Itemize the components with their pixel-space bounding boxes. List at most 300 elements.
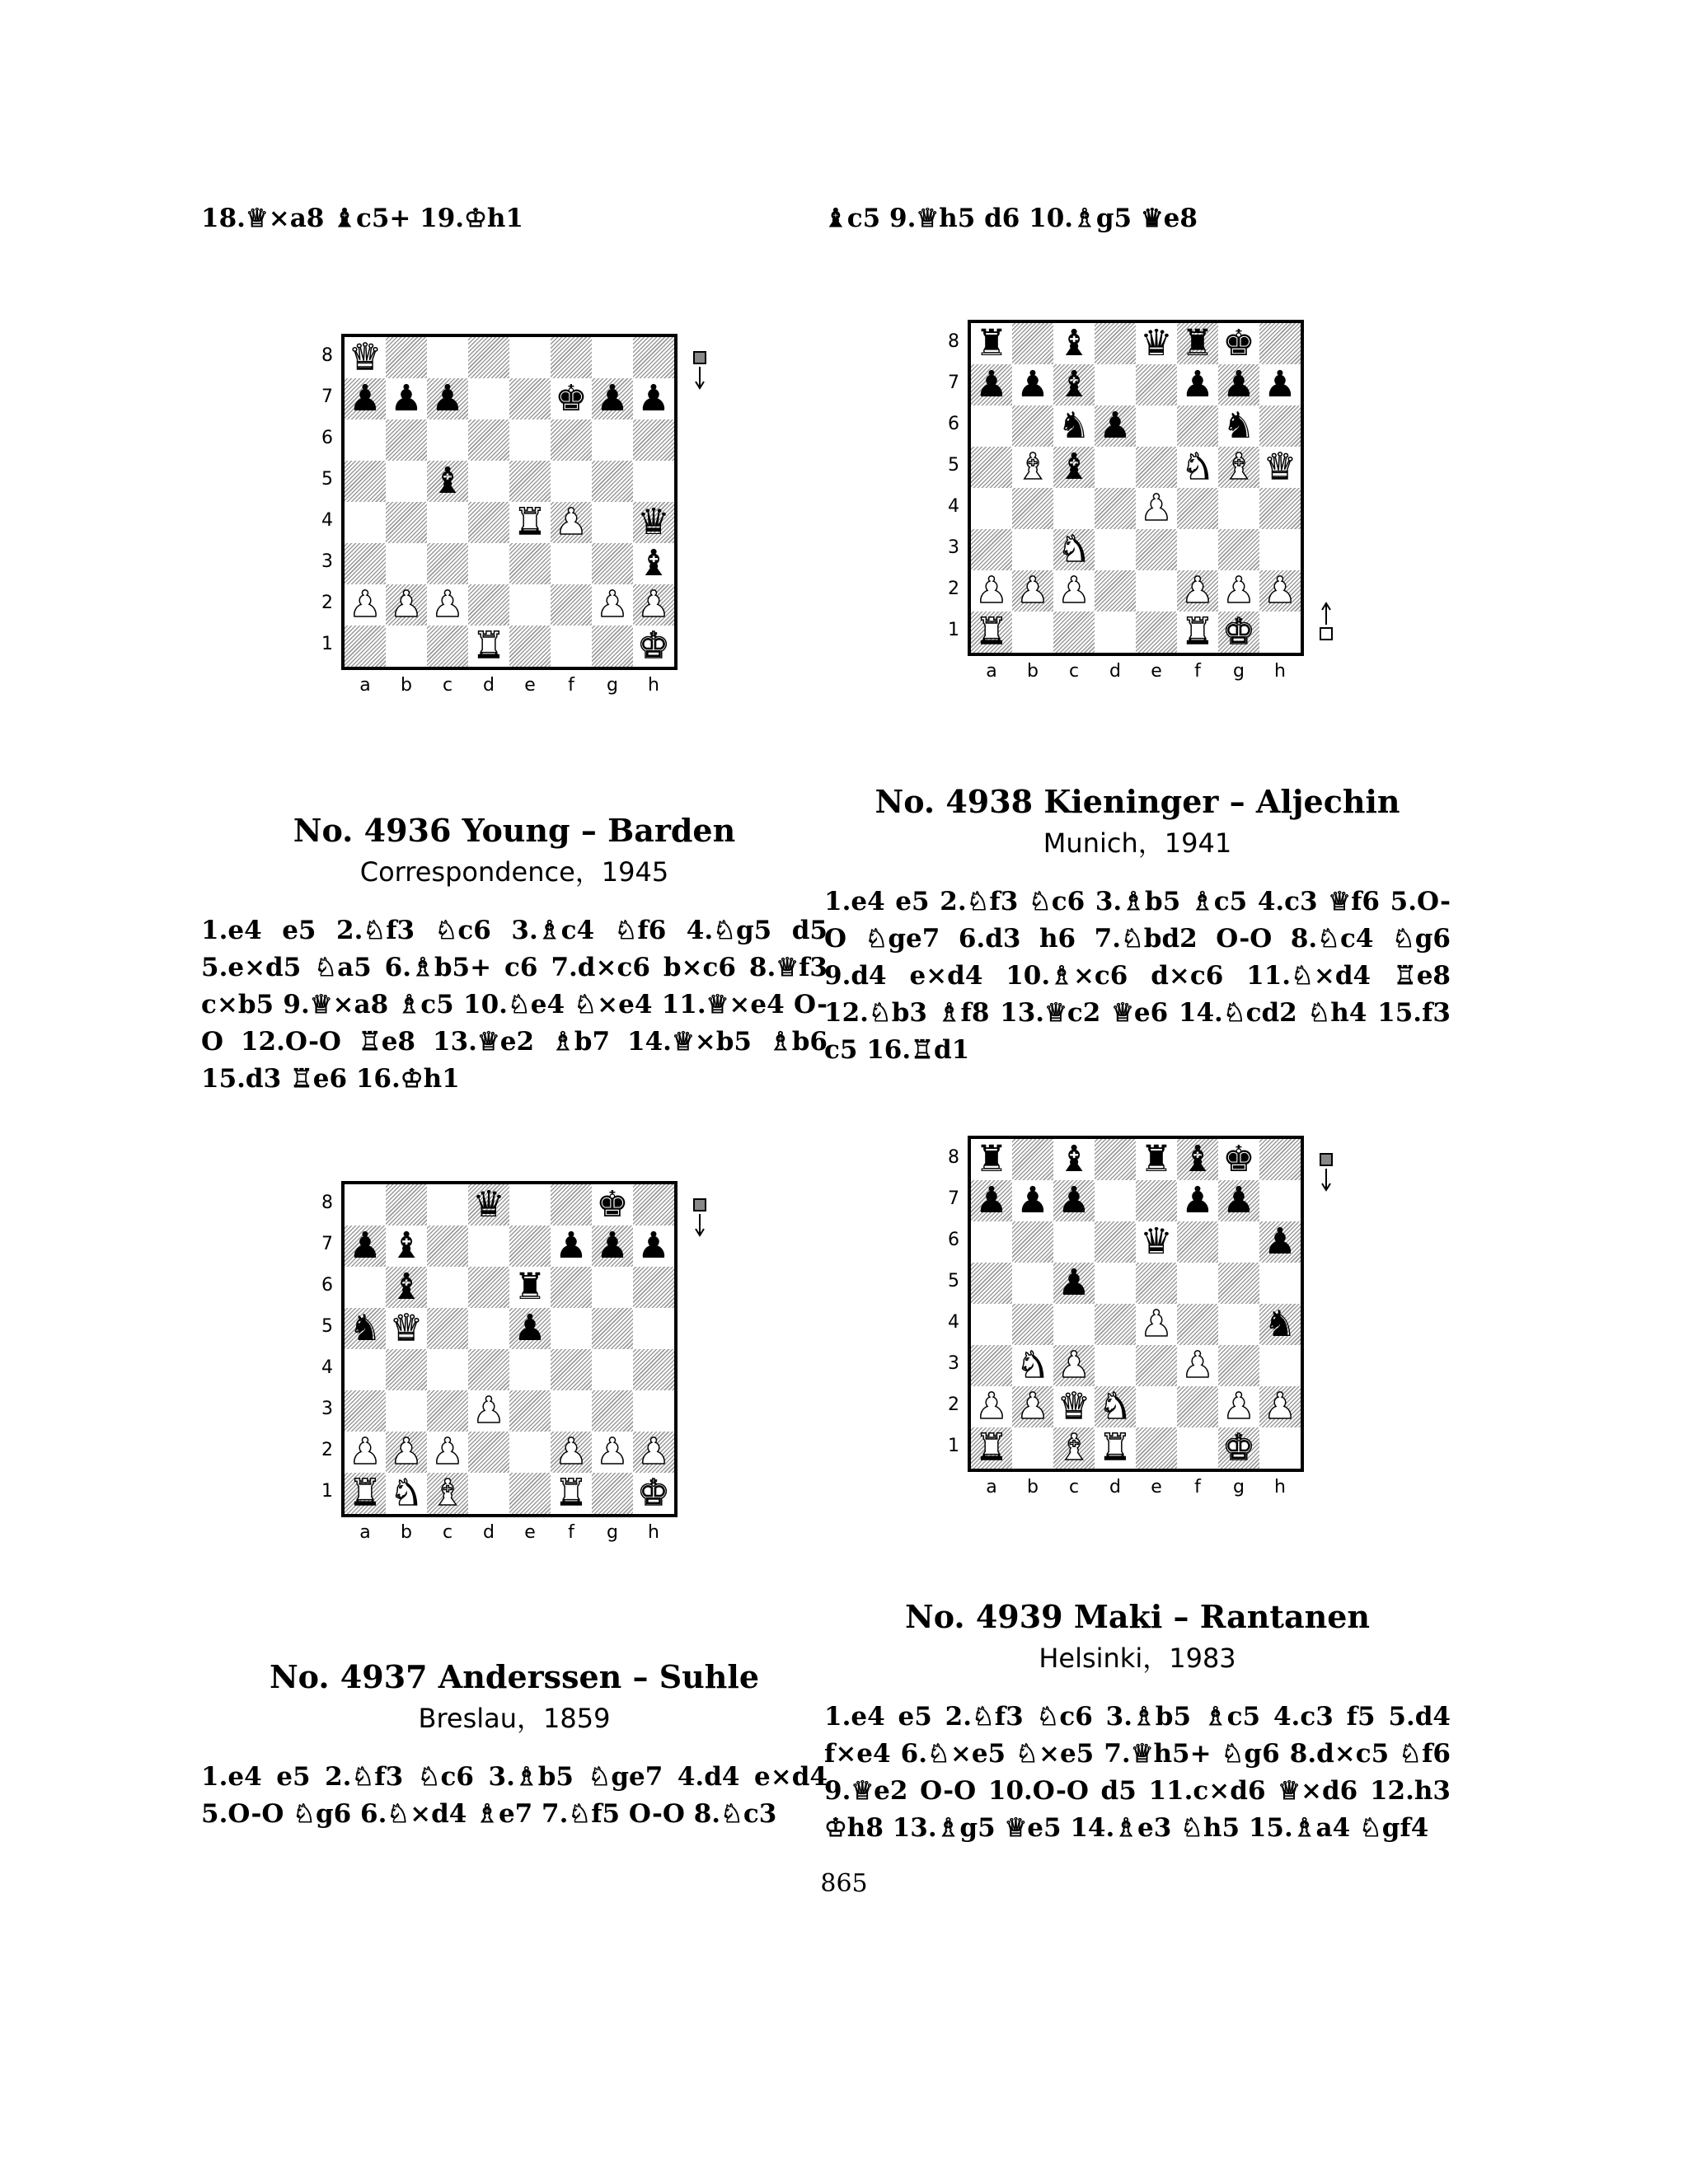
black-king-icon: ♚: [1222, 1138, 1255, 1180]
black-rook-icon: ♜: [975, 1138, 1008, 1180]
board-grid: [341, 1181, 678, 1517]
board-square: [468, 584, 509, 626]
black-to-move-icon: [1314, 1152, 1339, 1195]
black-king-icon: ♚: [555, 377, 588, 419]
black-queen-icon: ♛: [472, 1183, 505, 1226]
black-pawn-icon: ♟: [555, 1225, 588, 1267]
board-square: [1218, 488, 1259, 529]
white-king-icon: ♚: [1222, 611, 1255, 653]
file-label: h: [1274, 661, 1286, 682]
game-event: Correspondence，1945: [359, 856, 669, 888]
black-pawn-icon: ♟: [390, 377, 423, 419]
board-square: [509, 584, 551, 626]
rank-label: 7: [948, 1188, 959, 1209]
black-pawn-icon: ♟: [637, 1225, 670, 1267]
rank-label: 7: [948, 373, 959, 393]
board-square: [509, 337, 551, 378]
board-square: [592, 1432, 633, 1473]
board-square: [1012, 1180, 1053, 1221]
board-square: [386, 1184, 427, 1226]
board-square: [1177, 405, 1218, 447]
board-square: [1053, 1139, 1095, 1180]
white-bishop-icon: ♝: [1016, 446, 1049, 488]
board-square: [1053, 488, 1095, 529]
black-king-icon: ♚: [596, 1183, 629, 1226]
white-pawn-icon: ♟: [1057, 569, 1090, 612]
board-square: [1136, 1139, 1177, 1180]
board-square: [386, 626, 427, 667]
black-pawn-icon: ♟: [1099, 405, 1132, 447]
board-square: [971, 1221, 1012, 1263]
board-square: [592, 461, 633, 502]
board-square: [345, 584, 386, 626]
white-pawn-icon: ♟: [975, 1385, 1008, 1427]
board-square: [345, 1184, 386, 1226]
board-square: [1095, 1345, 1136, 1386]
black-pawn-icon: ♟: [1057, 1179, 1090, 1221]
board-square: [386, 1226, 427, 1267]
board-square: [1053, 1427, 1095, 1469]
board-square: [509, 543, 551, 584]
board-square: [427, 1226, 468, 1267]
white-king-icon: ♚: [637, 625, 670, 667]
board-square: [1095, 1180, 1136, 1221]
black-queen-icon: ♛: [637, 501, 670, 543]
board-square: [592, 502, 633, 543]
board-square: [971, 1427, 1012, 1469]
file-label: a: [986, 661, 997, 682]
black-bishop-icon: ♝: [390, 1266, 423, 1308]
board-square: [1218, 1386, 1259, 1427]
rank-label: 6: [948, 1230, 959, 1250]
board-square: [386, 378, 427, 419]
game-event: Munich，1941: [1043, 827, 1232, 859]
white-pawn-icon: ♟: [637, 583, 670, 626]
game-4938: [824, 780, 1451, 1069]
white-pawn-icon: ♟: [349, 1431, 382, 1473]
file-label: d: [483, 1522, 495, 1543]
board-square: [1259, 1180, 1301, 1221]
board-square: [1218, 405, 1259, 447]
board-square: [345, 378, 386, 419]
board-square: [1218, 1427, 1259, 1469]
file-label: c: [442, 1522, 453, 1543]
board-square: [386, 337, 427, 378]
board-square: [1259, 405, 1301, 447]
board-square: [427, 1308, 468, 1349]
rank-label: 3: [321, 551, 333, 572]
white-bishop-icon: ♝: [1222, 446, 1255, 488]
board-square: [633, 1390, 674, 1432]
board-square: [1259, 1221, 1301, 1263]
board-square: [468, 1308, 509, 1349]
white-pawn-icon: ♟: [1016, 569, 1049, 612]
page-number: 865: [820, 1869, 868, 1898]
board-square: [1177, 364, 1218, 405]
board-square: [509, 1390, 551, 1432]
board-square: [551, 419, 592, 461]
board-square: [427, 1349, 468, 1390]
board-square: [1053, 529, 1095, 570]
rank-label: 1: [948, 1436, 959, 1456]
board-square: [1095, 405, 1136, 447]
board-square: [592, 337, 633, 378]
black-pawn-icon: ♟: [1181, 1179, 1214, 1221]
black-bishop-icon: ♝: [1057, 446, 1090, 488]
board-square: [1136, 323, 1177, 364]
rank-label: 6: [948, 414, 959, 434]
board-square: [551, 1184, 592, 1226]
black-bishop-icon: ♝: [637, 542, 670, 584]
game-title: No. 4938 Kieninger – Aljechin: [874, 783, 1400, 820]
white-rook-icon: ♜: [555, 1472, 588, 1514]
board-square: [427, 1473, 468, 1514]
board-square: [633, 502, 674, 543]
board-square: [1218, 612, 1259, 653]
board-square: [386, 1267, 427, 1308]
board-square: [345, 1390, 386, 1432]
file-label: h: [648, 675, 659, 696]
board-square: [509, 378, 551, 419]
black-bishop-icon: ♝: [431, 460, 464, 502]
board-square: [345, 502, 386, 543]
board-square: [971, 529, 1012, 570]
board-square: [1053, 364, 1095, 405]
board-square: [971, 405, 1012, 447]
rank-label: 1: [321, 1481, 333, 1502]
rank-label: 1: [321, 634, 333, 654]
board-square: [468, 378, 509, 419]
black-pawn-icon: ♟: [1264, 1221, 1296, 1263]
rank-label: 2: [948, 579, 959, 599]
board-square: [1136, 364, 1177, 405]
board-square: [633, 419, 674, 461]
board-square: [468, 1349, 509, 1390]
board-square: [386, 1473, 427, 1514]
board-square: [1095, 488, 1136, 529]
board-square: [468, 1473, 509, 1514]
board-square: [1259, 612, 1301, 653]
top-left-continuation: 18.♕×a8 ♝c5+ 19.♔h1: [201, 204, 523, 233]
file-label: c: [1068, 661, 1080, 682]
board-square: [633, 584, 674, 626]
black-king-icon: ♚: [1222, 322, 1255, 364]
rank-label: 5: [948, 455, 959, 476]
board-square: [509, 1432, 551, 1473]
board-square: [1218, 1139, 1259, 1180]
board-square: [592, 419, 633, 461]
file-label: a: [986, 1477, 997, 1497]
board-square: [1053, 323, 1095, 364]
file-label: g: [1233, 661, 1245, 682]
board-square: [1136, 1221, 1177, 1263]
board-square: [1012, 323, 1053, 364]
white-rook-icon: ♜: [1181, 611, 1214, 653]
black-pawn-icon: ♟: [975, 363, 1008, 405]
board-square: [971, 488, 1012, 529]
board-square: [1095, 1386, 1136, 1427]
white-queen-icon: ♛: [1264, 446, 1296, 488]
board-square: [1012, 1427, 1053, 1469]
white-pawn-icon: ♟: [1181, 569, 1214, 612]
board-square: [633, 378, 674, 419]
board-square: [1095, 323, 1136, 364]
white-queen-icon: ♛: [349, 336, 382, 378]
board-grid: [968, 320, 1304, 656]
board-square: [1177, 1221, 1218, 1263]
black-pawn-icon: ♟: [975, 1179, 1008, 1221]
board-square: [386, 502, 427, 543]
board-square: [427, 378, 468, 419]
file-label: e: [1151, 661, 1162, 682]
file-label: e: [524, 1522, 536, 1543]
board-square: [1012, 364, 1053, 405]
white-pawn-icon: ♟: [1057, 1344, 1090, 1386]
board-square: [345, 1432, 386, 1473]
file-label: a: [359, 675, 371, 696]
rank-label: 6: [321, 1275, 333, 1296]
black-bishop-icon: ♝: [1181, 1138, 1214, 1180]
file-label: c: [1068, 1477, 1080, 1497]
black-pawn-icon: ♟: [349, 377, 382, 419]
white-pawn-icon: ♟: [1140, 1303, 1173, 1345]
file-label: b: [401, 675, 412, 696]
board-square: [551, 1267, 592, 1308]
board-square: [551, 584, 592, 626]
rank-label: 5: [948, 1271, 959, 1291]
board-square: [551, 502, 592, 543]
board-square: [551, 543, 592, 584]
board-square: [345, 1473, 386, 1514]
board-square: [1136, 1345, 1177, 1386]
black-pawn-icon: ♟: [1057, 1262, 1090, 1304]
board-square: [345, 1349, 386, 1390]
board-square: [1012, 1345, 1053, 1386]
board-square: [592, 378, 633, 419]
board-square: [1095, 1139, 1136, 1180]
board-square: [1136, 612, 1177, 653]
board-square: [971, 1263, 1012, 1304]
white-pawn-icon: ♟: [555, 1431, 588, 1473]
board-square: [1053, 570, 1095, 612]
board-square: [345, 1308, 386, 1349]
board-square: [551, 1432, 592, 1473]
file-label: g: [607, 1522, 618, 1543]
rank-label: 2: [321, 1440, 333, 1460]
board-square: [1218, 1180, 1259, 1221]
board-square: [468, 1432, 509, 1473]
board-square: [1218, 364, 1259, 405]
board-square: [468, 337, 509, 378]
board-square: [386, 1349, 427, 1390]
black-knight-icon: ♞: [349, 1307, 382, 1349]
board-square: [1053, 1221, 1095, 1263]
board-square: [1259, 1263, 1301, 1304]
board-square: [345, 543, 386, 584]
game-moves: 1.e4 e5 2.♘f3 ♘c6 3.♗b5 ♗c5 4.c3 ♕f6 5.O-O ♘ge7 6.d3 h6 7.♘bd2 O-O 8.♘c4 ♘g6 9.d4 e×d4 10.♗×c6 d×c6 11.♘×d4 ♖e8 12.♘b3 ♗f8 13.♕c2 ♕e6 14.♘cd2 ♘h4 15.f3 c5 16.♖d1: [824, 887, 1451, 1065]
white-pawn-icon: ♟: [390, 583, 423, 626]
board-square: [427, 337, 468, 378]
file-label: e: [1151, 1477, 1162, 1497]
file-label: f: [1194, 1477, 1201, 1497]
board-square: [345, 1267, 386, 1308]
board-square: [1177, 1345, 1218, 1386]
black-to-move-icon: [687, 350, 712, 393]
board-square: [971, 1304, 1012, 1345]
file-label: g: [1233, 1477, 1245, 1497]
board-square: [592, 1308, 633, 1349]
board-square: [1177, 323, 1218, 364]
board-square: [633, 1226, 674, 1267]
rank-label: 4: [321, 510, 333, 531]
board-square: [468, 1390, 509, 1432]
file-label: d: [483, 675, 495, 696]
file-label: b: [1027, 1477, 1039, 1497]
board-square: [1136, 1427, 1177, 1469]
board-square: [1177, 447, 1218, 488]
white-queen-icon: ♛: [1057, 1385, 1090, 1427]
white-pawn-icon: ♟: [431, 1431, 464, 1473]
rank-label: 6: [321, 428, 333, 448]
board-square: [427, 1184, 468, 1226]
black-pawn-icon: ♟: [637, 377, 670, 419]
rank-label: 4: [948, 1312, 959, 1333]
white-pawn-icon: ♟: [431, 583, 464, 626]
black-pawn-icon: ♟: [1264, 363, 1296, 405]
board-square: [1012, 529, 1053, 570]
board-square: [1053, 1304, 1095, 1345]
game-moves: 1.e4 e5 2.♘f3 ♘c6 3.♗c4 ♘f6 4.♘g5 d5 5.e×d5 ♘a5 6.♗b5+ c6 7.d×c6 b×c6 8.♕f3 c×b5 9.♕×a8 ♗c5 10.♘e4 ♘×e4 11.♕×e4 O-O 12.O-O ♖e8 13.♕e2 ♗b7 14.♕×b5 ♗b6 15.d3 ♖e6 16.♔h1: [201, 916, 828, 1094]
file-label: h: [648, 1522, 659, 1543]
board-square: [1177, 1427, 1218, 1469]
board-square: [633, 626, 674, 667]
board-square: [1136, 1386, 1177, 1427]
rank-label: 2: [948, 1394, 959, 1415]
board-square: [971, 447, 1012, 488]
board-square: [1053, 405, 1095, 447]
board-square: [1218, 1304, 1259, 1345]
board-square: [551, 1349, 592, 1390]
board-square: [633, 1473, 674, 1514]
board-square: [633, 337, 674, 378]
white-knight-icon: ♞: [1099, 1385, 1132, 1427]
board-square: [1259, 323, 1301, 364]
board-square: [971, 1345, 1012, 1386]
rank-label: 8: [948, 331, 959, 352]
board-square: [1259, 529, 1301, 570]
white-rook-icon: ♜: [1099, 1427, 1132, 1469]
white-pawn-icon: ♟: [1264, 1385, 1296, 1427]
black-pawn-icon: ♟: [1222, 363, 1255, 405]
board-square: [1053, 1263, 1095, 1304]
game-event: Helsinki，1983: [1039, 1643, 1236, 1674]
board-square: [633, 1267, 674, 1308]
game-moves: 1.e4 e5 2.♘f3 ♘c6 3.♗b5 ♗c5 4.c3 f5 5.d4 f×e4 6.♘×e5 ♘×e5 7.♕h5+ ♘g6 8.d×c5 ♘f6 9.♕e2 O-O 10.O-O d5 11.c×d6 ♕×d6 12.h3 ♔h8 13.♗g5 ♕e5 14.♗e3 ♘h5 15.♗a4 ♘gf4: [824, 1702, 1451, 1843]
board-square: [1259, 1386, 1301, 1427]
board-square: [509, 626, 551, 667]
black-knight-icon: ♞: [1264, 1303, 1296, 1345]
black-rook-icon: ♜: [1140, 1138, 1173, 1180]
top-right-continuation: ♝c5 9.♕h5 d6 10.♗g5 ♛e8: [824, 204, 1198, 233]
board-square: [1136, 447, 1177, 488]
game-title: No. 4937 Anderssen – Suhle: [269, 1658, 760, 1695]
board-square: [1012, 1221, 1053, 1263]
board-square: [592, 1349, 633, 1390]
game-moves: 1.e4 e5 2.♘f3 ♘c6 3.♗b5 ♘ge7 4.d4 e×d4 5.O-O ♘g6 6.♘×d4 ♗e7 7.♘f5 O-O 8.♘c3: [201, 1762, 828, 1829]
white-rook-icon: ♜: [349, 1472, 382, 1514]
board-square: [1012, 570, 1053, 612]
white-pawn-icon: ♟: [555, 501, 588, 543]
board-grid: [968, 1136, 1304, 1472]
black-rook-icon: ♜: [1181, 322, 1214, 364]
black-pawn-icon: ♟: [513, 1307, 546, 1349]
board-square: [1136, 1304, 1177, 1345]
board-square: [1012, 488, 1053, 529]
board-square: [468, 1267, 509, 1308]
board-square: [592, 1184, 633, 1226]
black-pawn-icon: ♟: [1016, 363, 1049, 405]
board-square: [386, 584, 427, 626]
board-square: [1136, 405, 1177, 447]
board-square: [427, 1267, 468, 1308]
board-square: [1136, 529, 1177, 570]
board-square: [509, 502, 551, 543]
board-square: [1218, 323, 1259, 364]
rank-label: 3: [321, 1399, 333, 1419]
board-square: [1095, 447, 1136, 488]
white-pawn-icon: ♟: [637, 1431, 670, 1473]
board-square: [1177, 1386, 1218, 1427]
board-square: [1218, 1345, 1259, 1386]
board-square: [427, 461, 468, 502]
board-square: [1136, 1263, 1177, 1304]
board-square: [971, 1386, 1012, 1427]
white-rook-icon: ♜: [975, 611, 1008, 653]
board-square: [1053, 1386, 1095, 1427]
board-square: [592, 1226, 633, 1267]
board-square: [1177, 1263, 1218, 1304]
board-square: [468, 461, 509, 502]
board-grid: [341, 334, 678, 670]
board-square: [592, 1267, 633, 1308]
board-square: [468, 626, 509, 667]
board-square: [1012, 405, 1053, 447]
rank-label: 4: [948, 496, 959, 517]
board-square: [1012, 447, 1053, 488]
board-square: [551, 626, 592, 667]
board-square: [633, 543, 674, 584]
board-square: [427, 543, 468, 584]
board-square: [1095, 364, 1136, 405]
black-pawn-icon: ♟: [349, 1225, 382, 1267]
board-square: [1177, 1304, 1218, 1345]
board-square: [1177, 612, 1218, 653]
black-bishop-icon: ♝: [1057, 1138, 1090, 1180]
board-square: [551, 461, 592, 502]
board-square: [509, 419, 551, 461]
board-square: [971, 323, 1012, 364]
white-pawn-icon: ♟: [596, 1431, 629, 1473]
board-square: [1259, 1139, 1301, 1180]
board-square: [551, 1390, 592, 1432]
black-pawn-icon: ♟: [1222, 1179, 1255, 1221]
board-square: [427, 626, 468, 667]
rank-label: 8: [321, 1193, 333, 1213]
board-square: [633, 461, 674, 502]
board-square: [1095, 1221, 1136, 1263]
board-square: [509, 1226, 551, 1267]
rank-label: 3: [948, 537, 959, 558]
